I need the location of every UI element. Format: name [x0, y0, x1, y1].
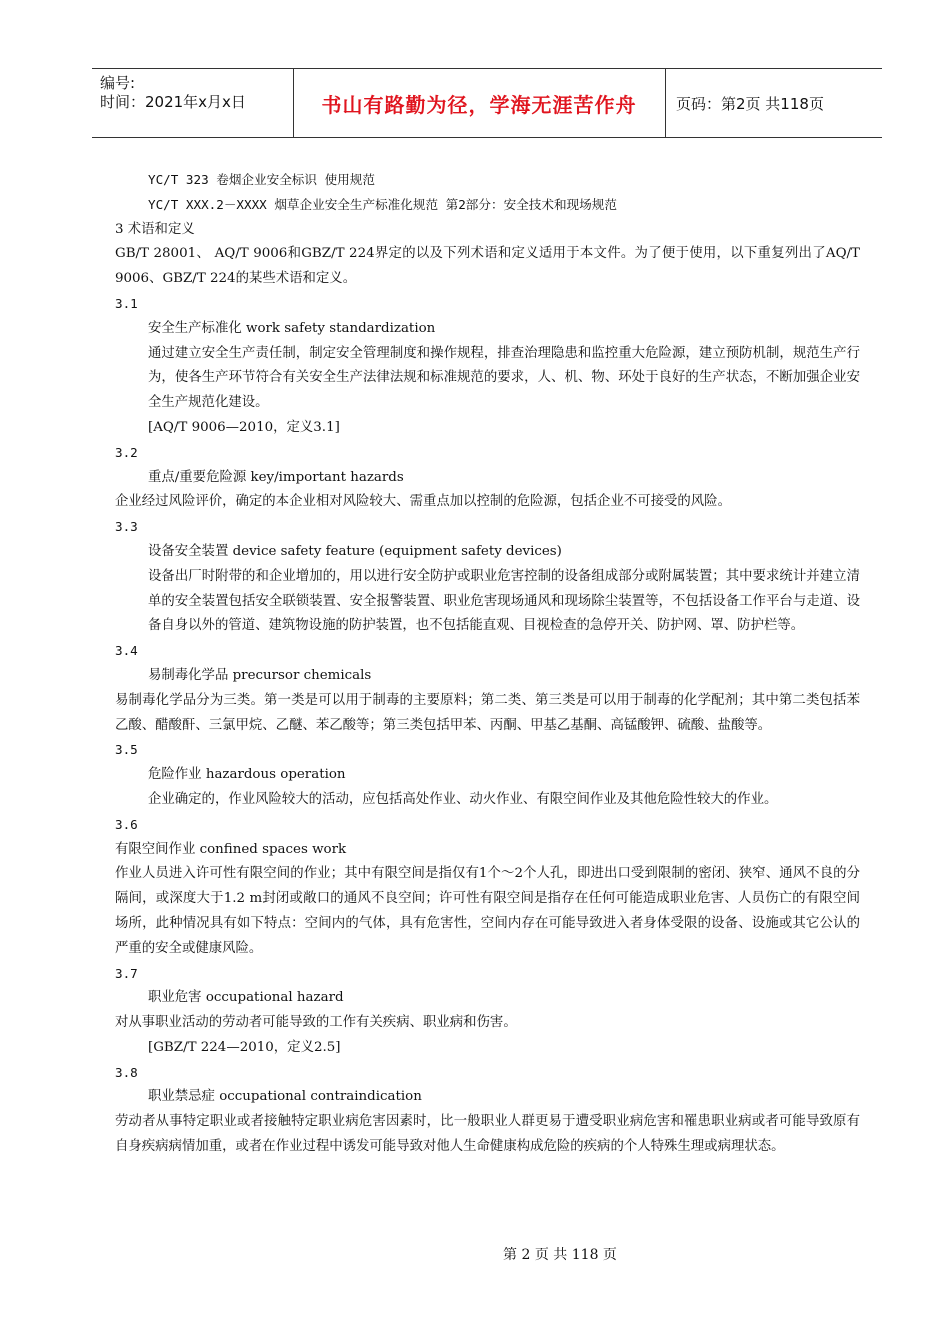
- term-title: 危险作业 hazardous operation: [148, 767, 346, 783]
- term-title: 职业禁忌症 occupational contraindication: [148, 1089, 422, 1105]
- standard-ref-line: YC/T XXX.2－XXXX 烟草企业安全生产标准化规范 第2部分：安全技术和现场规范: [148, 196, 617, 212]
- clause-number: 3.7: [115, 965, 138, 981]
- paragraph: 通过建立安全生产责任制，制定安全管理制度和操作规程，排查治理隐患和监控重大危险源，建立预防机制，规范生产行为，使各生产环节符合有关安全生产法律法规和标准规范的要求，人、机、物、环处于良好的生产状态，不断加强企业安全生产规范化建设。: [148, 345, 860, 411]
- clause-number: 3.2: [115, 444, 138, 460]
- page-info: 页码：第2页 共118页: [676, 94, 824, 113]
- clause-number: 3.1: [115, 295, 138, 311]
- paragraph: GB/T 28001、 AQ/T 9006和GBZ/T 224界定的以及下列术语和定义适用于本文件。为了便于使用，以下重复列出了AQ/T 9006、GBZ/T 224的某些术语和定义。: [115, 246, 860, 287]
- page-header: [92, 68, 882, 138]
- header-info-cell: [92, 69, 294, 137]
- paragraph: 劳动者从事特定职业或者接触特定职业病危害因素时，比一般职业人群更易于遭受职业病危害和罹患职业病或者可能导致原有自身疾病病情加重，或者在作业过程中诱发可能导致对他人生命健康构成危险的疾病的个人特殊生理或病理状态。: [115, 1114, 860, 1155]
- page-footer: 第 2 页 共 118 页: [503, 1247, 617, 1263]
- standard-ref-line: YC/T 323 卷烟企业安全标识 使用规范: [148, 172, 375, 187]
- number-label: 编号:: [100, 74, 136, 92]
- clause-number: 3.3: [115, 519, 138, 535]
- term-title: 设备安全装置 device safety feature (equipment safety devices): [148, 543, 562, 559]
- paragraph: 企业经过风险评价，确定的本企业相对风险较大、需重点加以控制的危险源，包括企业不可接受的风险。: [115, 494, 731, 510]
- clause-number: 3.4: [115, 643, 138, 659]
- term-title: 安全生产标准化 work safety standardization: [148, 320, 436, 336]
- paragraph: 设备出厂时附带的和企业增加的，用以进行安全防护或职业危害控制的设备组成部分或附属装置；其中要求统计并建立清单的安全装置包括安全联锁装置、安全报警装置、职业危害现场通风和现场除尘装置等，不包括设备工作平台与走道、设备自身以外的管道、建筑物设施的防护装置，也不包括能直观、目视检查的急停开关、防护网、罩、防护栏等。: [148, 568, 860, 634]
- paragraph: 易制毒化学品分为三类。第一类是可以用于制毒的主要原料；第二类、第三类是可以用于制毒的化学配剂；其中第二类包括苯乙酸、醋酸酐、三氯甲烷、乙醚、苯乙酸等；第三类包括甲苯、丙酮、甲基乙基酮、高锰酸钾、硫酸、盐酸等。: [115, 692, 860, 733]
- term-title: 有限空间作业 confined spaces work: [115, 841, 347, 857]
- motto-title: 书山有路勤为径，学海无涯苦作舟: [293, 69, 666, 137]
- section-heading: 3 术语和定义: [115, 221, 195, 237]
- time-label: 时间：2021年x月x日: [100, 93, 246, 111]
- source-reference: [AQ/T 9006—2010，定义3.1]: [148, 419, 340, 435]
- clause-number: 3.8: [115, 1064, 138, 1080]
- source-reference: [GBZ/T 224—2010，定义2.5]: [148, 1039, 341, 1055]
- paragraph: 对从事职业活动的劳动者可能导致的工作有关疾病、职业病和伤害。: [115, 1015, 517, 1031]
- term-title: 职业危害 occupational hazard: [148, 990, 344, 1006]
- document-body: [115, 168, 860, 1160]
- clause-number: 3.5: [115, 742, 138, 758]
- term-title: 重点/重要危险源 key/important hazards: [148, 469, 404, 485]
- paragraph: 作业人员进入许可性有限空间的作业；其中有限空间是指仅有1个～2个人孔，即进出口受到限制的密闭、狭窄、通风不良的分隔间，或深度大于1.2 m封闭或敞口的通风不良空间；许可性有限空间是指存在任何可能造成职业危害、人员伤亡的有限空间场所，此种情况具有如下特点：空间内的气体，具有危害性，空间内存在可能导致进入者身体受限的设备、设施或其它公认的严重的安全或健康风险。: [115, 866, 860, 956]
- clause-number: 3.6: [115, 816, 138, 832]
- term-title: 易制毒化学品 precursor chemicals: [148, 667, 372, 683]
- paragraph: 企业确定的，作业风险较大的活动，应包括高处作业、动火作业、有限空间作业及其他危险性较大的作业。: [148, 791, 778, 807]
